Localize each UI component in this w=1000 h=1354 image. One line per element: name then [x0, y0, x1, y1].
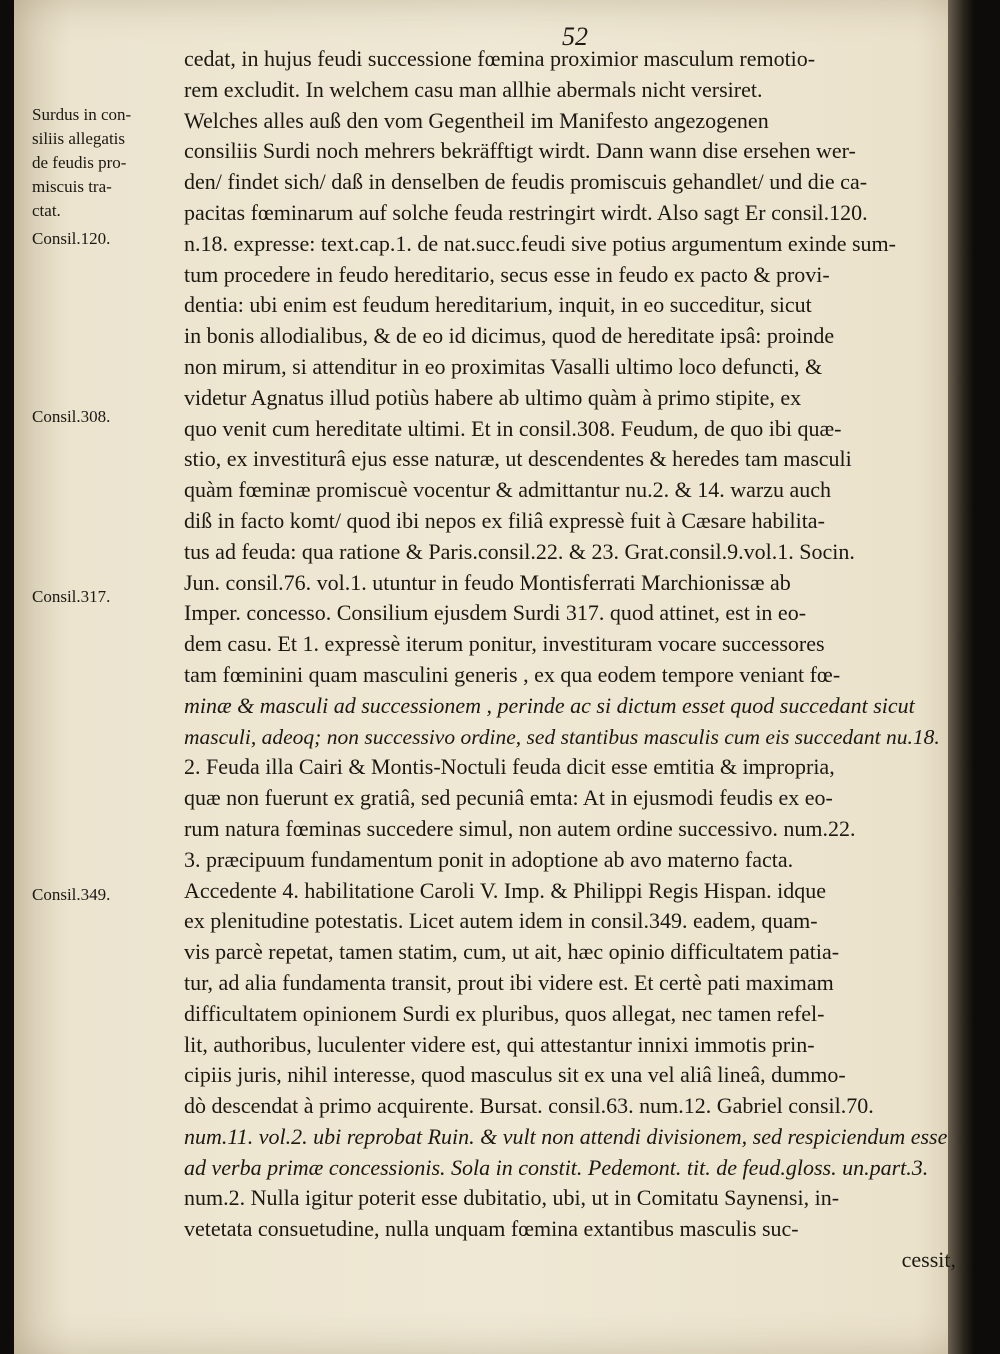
- text-line: n.18. expresse: text.cap.1. de nat.succ.feudi sive potius argumentum exinde sum-: [184, 230, 896, 256]
- text-line: quàm fœminæ promiscuè vocentur & admittantur nu.2. & 14. warzu auch: [184, 477, 832, 503]
- text-line: masculi, adeoq; non successivo ordine, sed stantibus masculis cum eis succedant nu.18.: [184, 724, 940, 749]
- text-line: stio, ex investiturâ ejus esse naturæ, ut descendentes & heredes tam masculi: [184, 446, 852, 472]
- text-line: num.11. vol.2. ubi reprobat Ruin. & vult non attendi divisionem, sed respiciendum esse: [184, 1123, 948, 1149]
- text-line: den/ findet sich/ daß in denselben de feudis promiscuis gehandlet/ und die ca-: [184, 169, 868, 195]
- text-line: quo venit cum hereditate ultimi. Et in consil.308. Feudum, de quo ibi quæ-: [184, 415, 842, 441]
- text-line: num.2. Nulla igitur poterit esse dubitatio, ubi, ut in Comitatu Saynensi, in-: [184, 1185, 840, 1211]
- margin-note: Surdus in con-: [32, 105, 132, 124]
- text-line: rum natura fœminas succedere simul, non autem ordine successivo. num.22.: [184, 815, 856, 841]
- text-line: tum procedere in feudo hereditario, secus esse in feudo ex pacto & provi-: [184, 261, 830, 287]
- margin-note: Consil.308.: [32, 407, 111, 426]
- text-line: rem excludit. In welchem casu man allhie abermals nicht versiret.: [184, 76, 763, 102]
- text-line: vetetata consuetudine, nulla unquam fœmina extantibus masculis suc-: [184, 1216, 799, 1242]
- text-line: ex plenitudine potestatis. Licet autem idem in consil.349. eadem, quam-: [184, 908, 818, 934]
- text-line: Accedente 4. habilitatione Caroli V. Imp. & Philippi Regis Hispan. idque: [184, 877, 826, 903]
- text-line: Imper. concesso. Consilium ejusdem Surdi 317. quod attinet, est in eo-: [184, 600, 807, 626]
- margin-note: Consil.317.: [32, 587, 111, 606]
- margin-note: miscuis tra-: [32, 177, 112, 196]
- body-text: [184, 44, 956, 1276]
- text-line: difficultatem opinionem Surdi ex pluribus, quos allegat, nec tamen refel-: [184, 1000, 825, 1026]
- text-line: 2. Feuda illa Cairi & Montis-Noctuli feuda dicit esse emtitia & impropria,: [184, 754, 835, 780]
- text-line: in bonis allodialibus, & de eo id dicimus, quod de hereditate ipsâ: proinde: [184, 323, 835, 349]
- text-line: cedat, in hujus feudi successione fœmina proximior masculum remotio-: [184, 46, 816, 71]
- text-line: dem casu. Et 1. expressè iterum ponitur, investituram vocare successores: [184, 631, 825, 657]
- text-line: vis parcè repetat, tamen statim, cum, ut ait, hæc opinio difficultatem patia-: [184, 939, 840, 965]
- text-line: tam fœminini quam masculini generis , ex qua eodem tempore veniant fœ-: [184, 661, 841, 687]
- text-line: ad verba primæ concessionis. Sola in constit. Pedemont. tit. de feud.gloss. un.part.3.: [184, 1154, 929, 1180]
- text-line: pacitas fœminarum auf solche feuda restringirt wirdt. Also sagt Er consil.120.: [184, 199, 868, 225]
- text-line: Jun. consil.76. vol.1. utuntur in feudo Montisferrati Marchionissæ ab: [184, 569, 791, 595]
- text-line: non mirum, si attenditur in eo proximitas Vasalli ultimo loco defuncti, &: [184, 353, 823, 379]
- margin-note: ctat.: [32, 201, 61, 220]
- text-line: cessit,: [901, 1247, 956, 1273]
- margin-note: de feudis pro-: [32, 153, 127, 172]
- text-line: dò descendat à primo acquirente. Bursat. consil.63. num.12. Gabriel consil.70.: [184, 1093, 874, 1119]
- text-line: consiliis Surdi noch mehrers bekräfftigt wirdt. Dann wann dise ersehen wer-: [184, 138, 856, 164]
- text-line: dentia: ubi enim est feudum hereditarium, inquit, in eo succeditur, sicut: [184, 292, 812, 318]
- margin-note: Consil.349.: [32, 885, 111, 904]
- text-line: cipiis juris, nihil interesse, quod masculus sit ex una vel aliâ lineâ, dummo-: [184, 1062, 846, 1088]
- text-line: videtur Agnatus illud potiùs habere ab ultimo quàm à primo stipite, ex: [184, 384, 802, 410]
- text-line: minæ & masculi ad successionem , perinde ac si dictum esset quod succedant sicut: [184, 692, 915, 718]
- text-line: quæ non fuerunt ex gratiâ, sed pecuniâ emta: At in ejusmodi feudis ex eo-: [184, 785, 833, 811]
- text-line: 3. præcipuum fundamentum ponit in adoptione ab avo materno facta.: [184, 846, 794, 872]
- margin-note: siliis allegatis: [32, 129, 126, 148]
- text-line: tur, ad alia fundamenta transit, prout ibi videre est. Et certè pati maximam: [184, 969, 834, 995]
- text-line: tus ad feuda: qua ratione & Paris.consil.22. & 23. Grat.consil.9.vol.1. Socin.: [184, 538, 855, 564]
- text-line: diß in facto komt/ quod ibi nepos ex filiâ expressè fuit à Cæsare habilita-: [184, 507, 825, 533]
- book-page: [14, 0, 974, 1354]
- margin-note: Consil.120.: [32, 229, 111, 248]
- text-line: Welches alles auß den vom Gegentheil im Manifesto angezogenen: [184, 107, 769, 133]
- text-line: lit, authoribus, luculenter videre est, qui attestantur innixi immotis prin-: [184, 1031, 815, 1057]
- page-number: 52: [562, 22, 588, 51]
